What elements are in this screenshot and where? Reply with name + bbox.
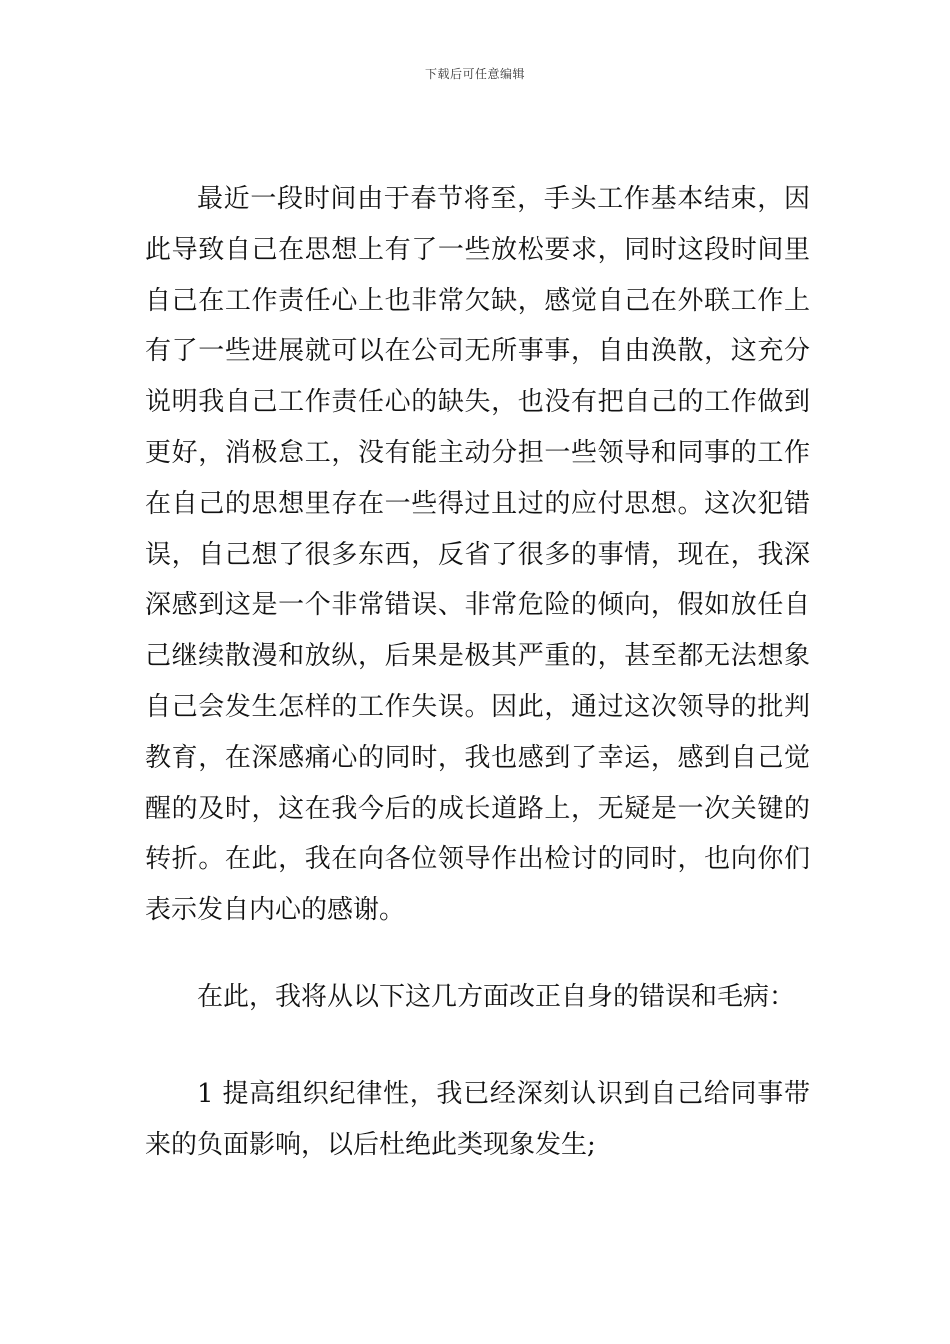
paragraph-reflection: 最近一段时间由于春节将至，手头工作基本结束，因此导致自己在思想上有了一些放松要求，同时这段时间里自己在工作责任心上也非常欠缺，感觉自己在外联工作上有了一些进展就可以在公司无所事事，自由涣散，这充分说明我自己工作责任心的缺失，也没有把自己的工作做到更好，消极怠工，没有能主动分担一些领导和同事的工作在自己的思想里存在一些得过且过的应付思想。这次犯错误，自己想了很多东西，反省了很多的事情，现在，我深深感到这是一个非常错误、非常危险的倾向，假如放任自己继续散漫和放纵，后果是极其严重的，甚至都无法想象自己会发生怎样的工作失误。因此，通过这次领导的批判教育，在深感痛心的同时，我也感到了幸运，感到自己觉醒的及时，这在我今后的成长道路上，无疑是一次关键的转折。在此，我在向各位领导作出检讨的同时，也向你们表示发自内心的感谢。: [145, 184, 810, 926]
paragraph-item-1: 1 提高组织纪律性，我已经深刻认识到自己给同事带来的负面影响，以后杜绝此类现象发生;: [145, 1079, 810, 1160]
paragraph-intro-corrections: 在此，我将从以下这几方面改正自身的错误和毛病：: [197, 982, 796, 1012]
header-note: 下载后可任意编辑: [424, 67, 525, 81]
